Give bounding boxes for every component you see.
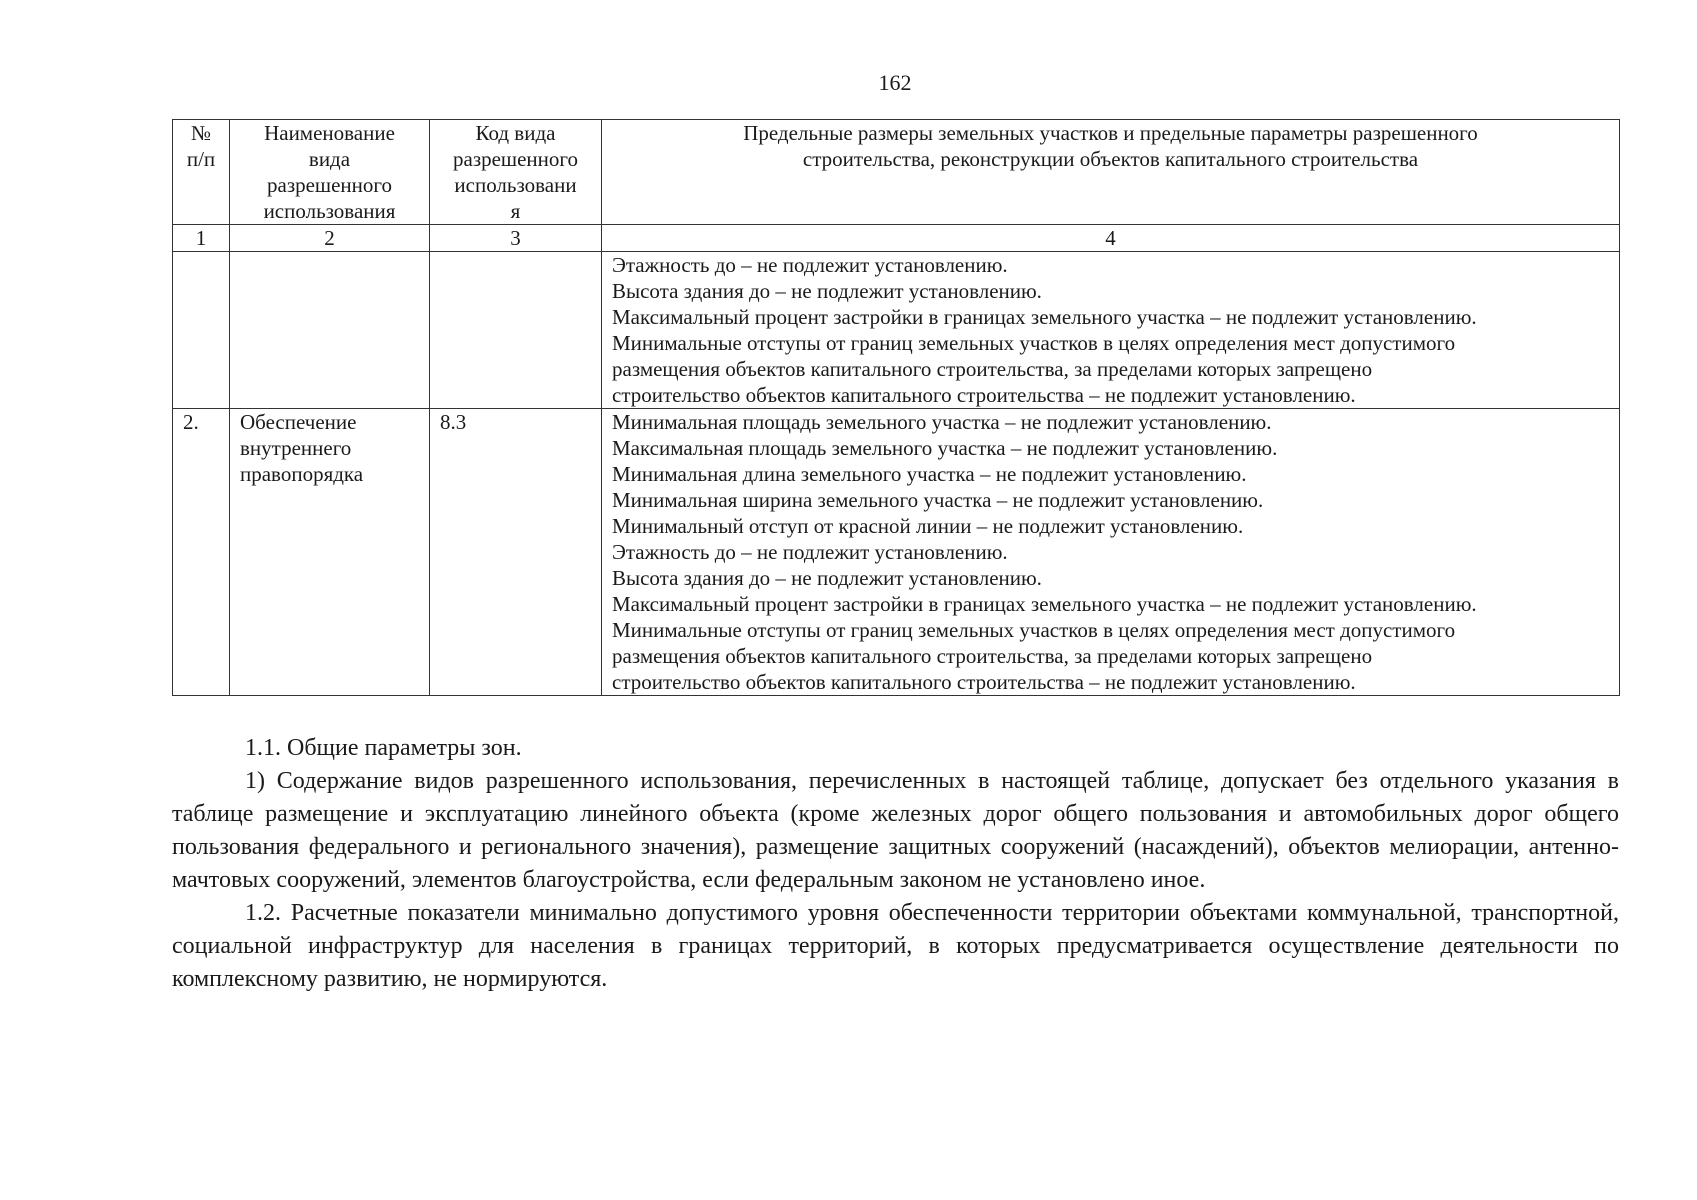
column-number: 3: [430, 225, 602, 252]
header-use-name: Наименование вида разрешенного использования: [230, 120, 430, 225]
row-number: [173, 252, 230, 409]
table-row: [173, 409, 1620, 696]
header-parameters: Предельные размеры земельных участков и предельные параметры разрешенного строительства, реконструкции объектов капитального строительства: [602, 120, 1620, 225]
header-use-code: Код вида разрешенного использовани я: [430, 120, 602, 225]
paragraph-linear-objects: 1) Содержание видов разрешенного использования, перечисленных в настоящей таблице, допускает без отдельного указания в таблице размещение и эксплуатацию линейного объекта (кроме железных дорог общего пользования и автомобильных дорог общего пользования федерального и регионального значения), размещение защитных сооружений (насаждений), объектов мелиорации, антенно-мачтовых сооружений, элементов благоустройства, если федеральным законом не установлено иное.: [172, 768, 1619, 893]
header-number: № п/п: [173, 120, 230, 225]
row-parameters: Этажность до – не подлежит установлению. Высота здания до – не подлежит установлению. Максимальный процент застройки в границах земельного участка – не подлежит установлению. Минимальные отступы от границ земельных участков в целях определения мест допустимого размещения объектов капитального строительства, за пределами которых запрещено строительство объектов капитального строительства – не подлежит установлению.: [602, 252, 1620, 409]
column-number: 2: [230, 225, 430, 252]
row-use-name: Обеспечение внутреннего правопорядка: [230, 409, 430, 696]
row-use-code: 8.3: [430, 409, 602, 696]
column-number: 4: [602, 225, 1620, 252]
column-number: 1: [173, 225, 230, 252]
body-text: [172, 732, 1619, 996]
paragraph-infrastructure: 1.2. Расчетные показатели минимально допустимого уровня обеспеченности территории объектами коммунальной, транспортной, социальной инфраструктур для населения в границах территорий, в которых предусматривается осуществление деятельности по комплексному развитию, не нормируются.: [172, 900, 1619, 992]
row-number: 2.: [173, 409, 230, 696]
row-use-code: [430, 252, 602, 409]
row-parameters: Минимальная площадь земельного участка – не подлежит установлению. Максимальная площадь земельного участка – не подлежит установлению. Минимальная длина земельного участка – не подлежит установлению. Минимальная ширина земельного участка – не подлежит установлению. Минимальный отступ от красной линии – не подлежит установлению. Этажность до – не подлежит установлению. Высота здания до – не подлежит установлению. Максимальный процент застройки в границах земельного участка – не подлежит установлению. Минимальные отступы от границ земельных участков в целях определения мест допустимого размещения объектов капитального строительства, за пределами которых запрещено строительство объектов капитального строительства – не подлежит установлению.: [602, 409, 1620, 696]
table-row: [173, 252, 1620, 409]
table-header-row: [173, 120, 1620, 225]
row-use-name: [230, 252, 430, 409]
paragraph-general-params: 1.1. Общие параметры зон.: [245, 735, 522, 761]
column-number-row: [173, 225, 1620, 252]
permitted-use-table: [172, 119, 1620, 696]
page-number: 162: [878, 70, 912, 95]
